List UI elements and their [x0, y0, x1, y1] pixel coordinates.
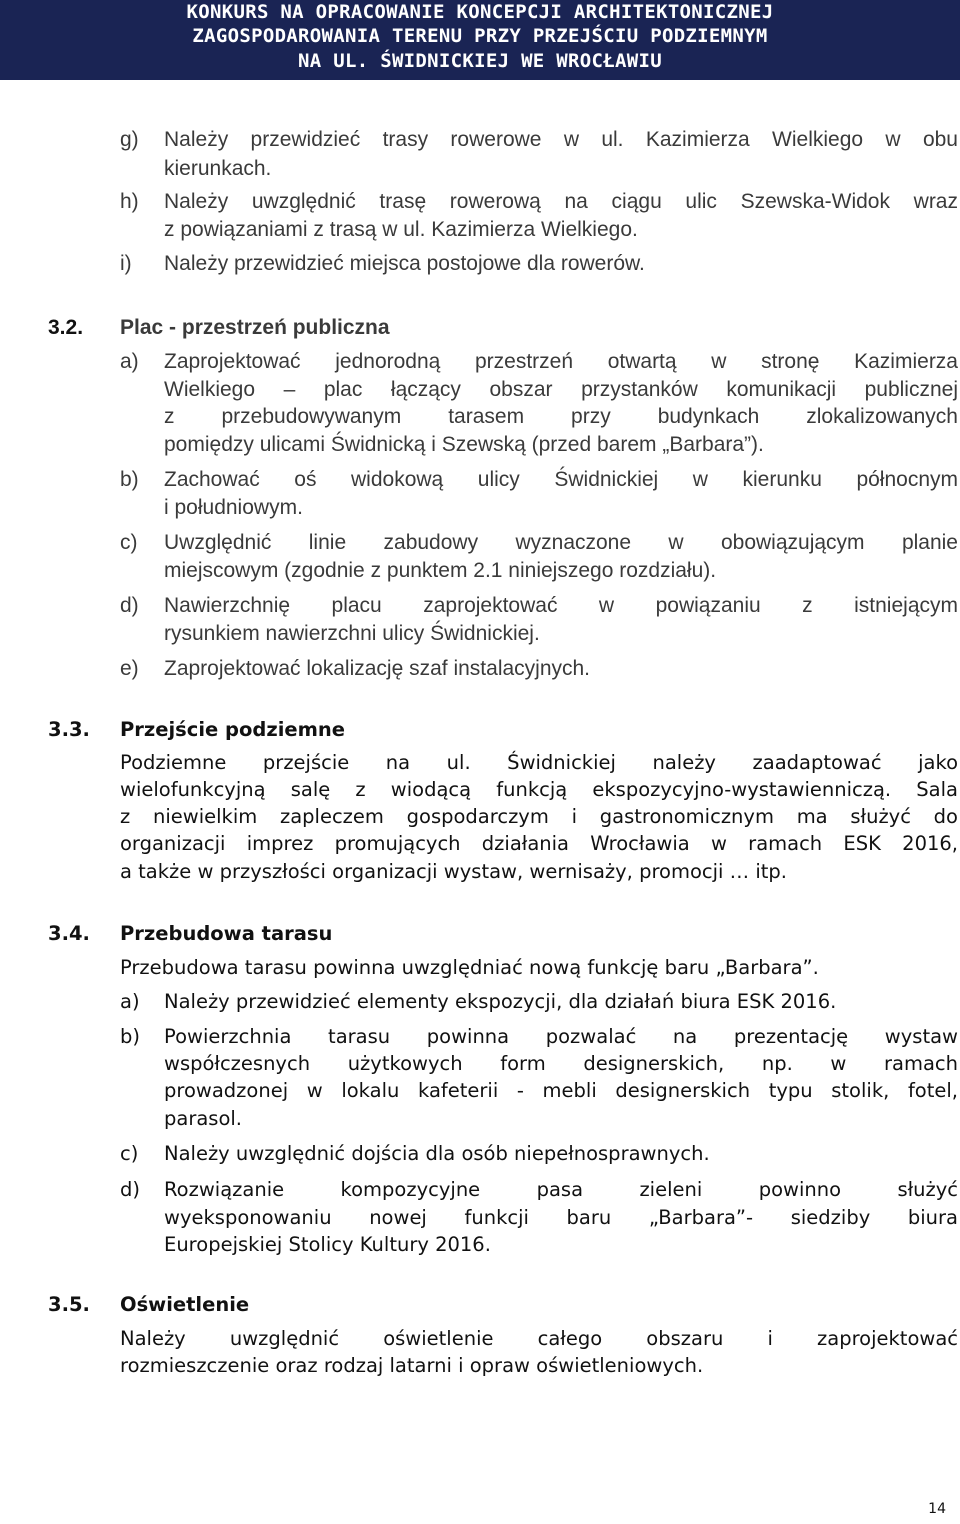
list-item-line: z powiązaniami z trasą w ul. Kazimierza Wielkiego. — [164, 218, 638, 241]
list-marker: g) — [120, 128, 139, 151]
list-item-line: Uwzględnić linie zabudowy wyznaczone w obowiązującym planie — [164, 531, 958, 554]
section-number: 3.4. — [48, 922, 90, 945]
list-item-line: Należy uwzględnić dojścia dla osób niepełnosprawnych. — [164, 1142, 710, 1165]
list-item-line: Zaprojektować jednorodną przestrzeń otwartą w stronę Kazimierza — [164, 350, 958, 373]
paragraph-line: a także w przyszłości organizacji wystaw, wernisaży, promocji … itp. — [120, 860, 787, 883]
list-marker: e) — [120, 657, 139, 680]
section-title: Przebudowa tarasu — [120, 922, 333, 945]
list-item-line: Wielkiego – plac łączący obszar przystanków komunikacji publicznej — [164, 378, 958, 401]
document-header — [0, 0, 960, 80]
list-item-line: Powierzchnia tarasu powinna pozwalać na prezentację wystaw — [164, 1025, 958, 1048]
list-item-line: pomiędzy ulicami Świdnicką i Szewską (przed barem „Barbara”). — [164, 433, 764, 456]
list-item-line: Należy przewidzieć miejsca postojowe dla rowerów. — [164, 252, 645, 275]
list-marker: d) — [120, 594, 139, 617]
list-item-line: Zaprojektować lokalizację szaf instalacyjnych. — [164, 657, 591, 680]
section-title: Oświetlenie — [120, 1293, 250, 1316]
section-number: 3.3. — [48, 718, 90, 741]
section-number: 3.5. — [48, 1293, 90, 1316]
paragraph-line: Przebudowa tarasu powinna uwzględniać nową funkcję baru „Barbara”. — [120, 956, 819, 979]
list-item-line: parasol. — [164, 1107, 242, 1130]
paragraph-line: wielofunkcyjną salę z wiodącą funkcją ekspozycyjno-wystawienniczą. Sala — [120, 778, 958, 801]
list-item-line: rysunkiem nawierzchni ulicy Świdnickiej. — [164, 622, 540, 645]
paragraph-line: Podziemne przejście na ul. Świdnickiej należy zaadaptować jako — [120, 751, 958, 774]
list-item-line: Zachować oś widokową ulicy Świdnickiej w kierunku północnym — [164, 468, 958, 491]
list-marker: i) — [120, 252, 132, 275]
list-item-line: Należy przewidzieć elementy ekspozycji, dla działań biura ESK 2016. — [164, 990, 837, 1013]
list-item-line: prowadzonej w lokalu kafeterii - mebli designerskich typu stolik, fotel, — [164, 1079, 958, 1102]
list-item-line: i południowym. — [164, 496, 303, 519]
list-marker: c) — [120, 531, 138, 554]
section-title: Przejście podziemne — [120, 718, 346, 741]
list-item-line: współczesnych użytkowych form designerskich, np. w ramach — [164, 1052, 958, 1075]
page-number: 14 — [928, 1501, 946, 1517]
list-marker: a) — [120, 350, 139, 373]
section-title: Plac - przestrzeń publiczna — [120, 316, 390, 339]
list-marker: h) — [120, 190, 139, 213]
paragraph-line: Należy uwzględnić oświetlenie całego obszaru i zaprojektować — [120, 1327, 958, 1350]
list-item-line: Europejskiej Stolicy Kultury 2016. — [164, 1233, 491, 1256]
list-item-line: Należy uwzględnić trasę rowerową na ciągu ulic Szewska-Widok wraz — [164, 190, 958, 213]
list-marker: a) — [120, 990, 140, 1013]
list-marker: b) — [120, 468, 139, 491]
list-item-line: Należy przewidzieć trasy rowerowe w ul. Kazimierza Wielkiego w obu — [164, 128, 958, 151]
paragraph-line: rozmieszczenie oraz rodzaj latarni i opraw oświetleniowych. — [120, 1354, 704, 1377]
paragraph-line: organizacji imprez promujących działania Wrocławia w ramach ESK 2016, — [120, 832, 958, 855]
section-number: 3.2. — [48, 316, 84, 339]
list-marker: c) — [120, 1142, 139, 1165]
header-line: ZAGOSPODAROWANIA TERENU PRZY PRZEJŚCIU PODZIEMNYM — [192, 25, 768, 47]
header-line: NA UL. ŚWIDNICKIEJ WE WROCŁAWIU — [298, 50, 662, 72]
list-item-line: Nawierzchnię placu zaprojektować w powiązaniu z istniejącym — [164, 594, 958, 617]
list-item-line: kierunkach. — [164, 157, 272, 180]
list-item-line: wyeksponowaniu nowej funkcji baru „Barbara”- siedziby biura — [164, 1206, 958, 1229]
paragraph-line: z niewielkim zapleczem gospodarczym i gastronomicznym ma służyć do — [120, 805, 958, 828]
list-marker: d) — [120, 1178, 140, 1201]
list-item-line: Rozwiązanie kompozycyjne pasa zieleni powinno służyć — [164, 1178, 958, 1201]
list-marker: b) — [120, 1025, 140, 1048]
header-line: KONKURS NA OPRACOWANIE KONCEPCJI ARCHITEKTONICZNEJ — [186, 1, 774, 23]
list-item-line: z przebudowywanym tarasem przy budynkach zlokalizowanych — [164, 405, 958, 428]
list-item-line: miejscowym (zgodnie z punktem 2.1 niniejszego rozdziału). — [164, 559, 717, 582]
